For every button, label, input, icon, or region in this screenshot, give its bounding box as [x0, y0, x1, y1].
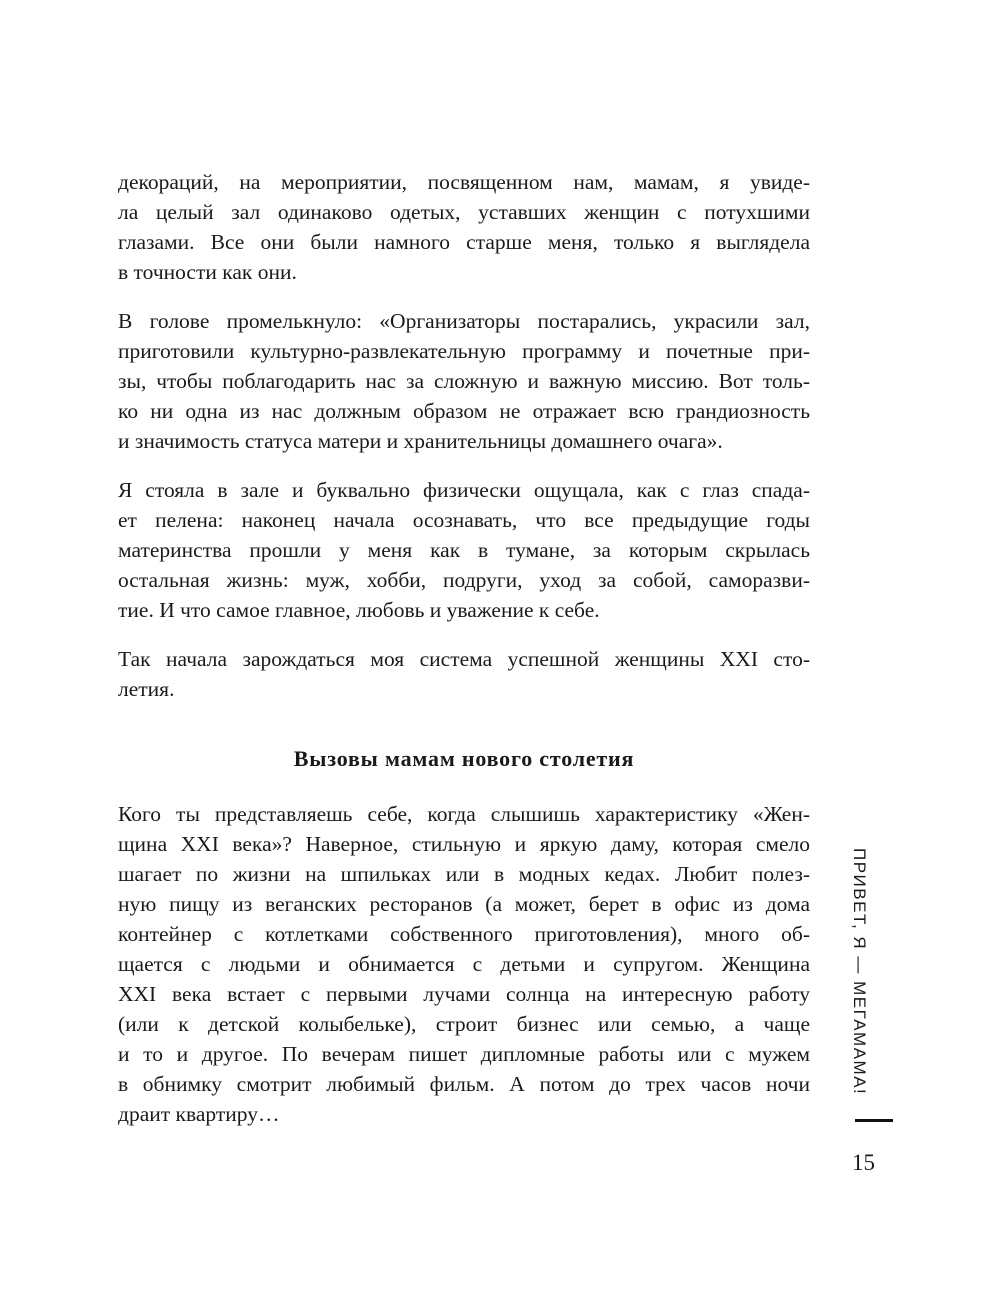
running-header: ПРИВЕТ, Я — МЕГАМАМА!	[850, 848, 869, 1096]
text-line: Кого ты представляешь себе, когда слышишь характеристику «Жен-	[118, 802, 810, 826]
page-number: 15	[852, 1150, 875, 1175]
text-line: Я стояла в зале и буквально физически ощущала, как с глаз спада-	[118, 478, 810, 502]
text-line: XXI века встает с первыми лучами солнца на интересную работу	[118, 982, 810, 1006]
paragraph-1	[118, 167, 810, 287]
text-line: в обнимку смотрит любимый фильм. А потом до трех часов ночи	[118, 1072, 810, 1096]
text-line: В голове промелькнуло: «Организаторы постарались, украсили зал,	[118, 309, 810, 333]
paragraph-3	[118, 475, 810, 625]
text-line: материнства прошли у меня как в тумане, за которым скрылась	[118, 538, 810, 562]
text-line: (или к детской колыбельке), строит бизнес или семью, а чаще	[118, 1012, 810, 1036]
text-line: ла целый зал одинаково одетых, уставших женщин с потухшими	[118, 200, 810, 224]
text-line: ную пищу из веганских ресторанов (а может, берет в офис из дома	[118, 892, 810, 916]
text-line: драит квартиру…	[118, 1102, 280, 1126]
text-line: щина XXI века»? Наверное, стильную и яркую даму, которая смело	[118, 832, 810, 856]
text-line: приготовили культурно-развлекательную программу и почетные при-	[118, 339, 810, 363]
body-text	[118, 167, 810, 1129]
text-line: шагает по жизни на шпильках или в модных кедах. Любит полез-	[118, 862, 810, 886]
page-number-rule	[855, 1119, 893, 1122]
paragraph-4	[118, 644, 810, 704]
text-line: зы, чтобы поблагодарить нас за сложную и важную миссию. Вот толь-	[118, 369, 810, 393]
text-line: тие. И что самое главное, любовь и уважение к себе.	[118, 598, 600, 622]
text-line: и значимость статуса матери и хранительницы домашнего очага».	[118, 429, 723, 453]
text-line: летия.	[118, 677, 175, 701]
text-line: остальная жизнь: муж, хобби, подруги, уход за собой, саморазви-	[118, 568, 810, 592]
text-line: ет пелена: наконец начала осознавать, что все предыдущие годы	[118, 508, 810, 532]
text-line: в точности как они.	[118, 260, 297, 284]
text-line: Так начала зарождаться моя система успешной женщины XXI сто-	[118, 647, 810, 671]
paragraph-2	[118, 306, 810, 456]
text-line: контейнер с котлетками собственного приготовления), много об-	[118, 922, 810, 946]
text-line: глазами. Все они были намного старше меня, только я выглядела	[118, 230, 810, 254]
text-line: щается с людьми и обнимается с детьми и супругом. Женщина	[118, 952, 810, 976]
text-line: декораций, на мероприятии, посвященном нам, мамам, я увиде-	[118, 170, 810, 194]
text-line: и то и другое. По вечерам пишет дипломные работы или с мужем	[118, 1042, 810, 1066]
section-heading: Вызовы мамам нового столетия	[293, 746, 635, 771]
section-paragraph	[118, 799, 810, 1129]
text-line: ко ни одна из нас должным образом не отражает всю грандиозность	[118, 399, 810, 423]
